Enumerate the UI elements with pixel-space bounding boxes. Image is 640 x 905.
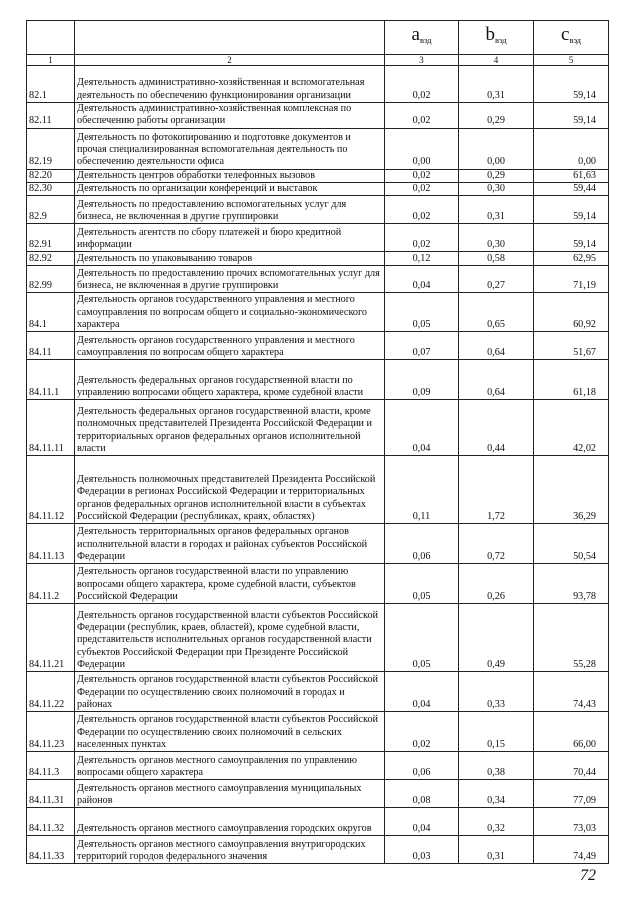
activity-name-cell: Деятельность органов государственного управления и местного самоуправления по вопросам общего характера [75, 332, 385, 360]
header-coef-c: $c_{вэд}$ [534, 21, 609, 55]
table-row [27, 196, 609, 224]
coef-b-cell: 0,31 [459, 836, 534, 864]
okved-code-cell: 82.30 [27, 182, 75, 195]
activity-name-cell: Деятельность территориальных органов федеральных органов исполнительной власти в городах и районах субъектов Российской Федерации [75, 524, 385, 564]
okved-code-cell: 84.11.1 [27, 360, 75, 400]
coef-b-cell: 0,64 [459, 360, 534, 400]
table-row [27, 752, 609, 780]
okved-code-cell: 82.1 [27, 66, 75, 103]
table-row [27, 780, 609, 808]
okved-code-cell: 84.11.3 [27, 752, 75, 780]
coef-c-cell: 61,18 [534, 360, 609, 400]
okved-code-cell: 84.11.11 [27, 400, 75, 456]
coef-a-cell: 0,04 [385, 400, 459, 456]
activity-name-cell: Деятельность органов государственной власти субъектов Российской Федерации (республик, краев, областей), кроме судебной власти, представительств исполнительных органов государственной власти субъектов Российской Федерации при Президенте Российской Федерации [75, 604, 385, 672]
coef-b-cell: 0,34 [459, 780, 534, 808]
okved-code-cell: 82.9 [27, 196, 75, 224]
coef-b-cell: 0,29 [459, 103, 534, 129]
okved-code-cell: 84.11.23 [27, 712, 75, 752]
coef-a-cell: 0,02 [385, 169, 459, 182]
okved-code-cell: 84.11.33 [27, 836, 75, 864]
coef-c-cell: 61,63 [534, 169, 609, 182]
coef-b-cell: 0,58 [459, 252, 534, 266]
coef-b-cell: 0,72 [459, 524, 534, 564]
table-row [27, 524, 609, 564]
activity-name-cell: Деятельность органов государственной власти по управлению вопросами общего характера, кроме судебной власти, субъектов Российской Федерации [75, 564, 385, 604]
activity-name-cell: Деятельность органов местного самоуправления по управлению вопросами общего характера [75, 752, 385, 780]
table-row [27, 266, 609, 293]
coef-b-cell: 0,65 [459, 293, 534, 332]
activity-name-cell: Деятельность органов государственной власти субъектов Российской Федерации по осуществлению своих полномочий в городах и районах [75, 672, 385, 712]
okved-code-cell: 84.11.22 [27, 672, 75, 712]
okved-code-cell: 82.20 [27, 169, 75, 182]
coef-a-cell: 0,04 [385, 808, 459, 836]
coef-c-cell: 59,44 [534, 182, 609, 195]
header-coef-b: $b_{вэд}$ [459, 21, 534, 55]
coef-a-cell: 0,02 [385, 103, 459, 129]
coef-b-cell: 0,31 [459, 66, 534, 103]
coef-c-cell: 71,19 [534, 266, 609, 293]
coef-c-cell: 59,14 [534, 103, 609, 129]
okved-code-cell: 84.11.32 [27, 808, 75, 836]
coef-c-cell: 66,00 [534, 712, 609, 752]
table-row [27, 128, 609, 169]
coef-b-cell: 0,30 [459, 224, 534, 252]
coef-b-cell: 0,00 [459, 128, 534, 169]
header-row [27, 21, 609, 55]
coef-a-cell: 0,02 [385, 66, 459, 103]
coef-b-cell: 0,49 [459, 604, 534, 672]
activity-name-cell: Деятельность центров обработки телефонных вызовов [75, 169, 385, 182]
activity-name-cell: Деятельность органов местного самоуправления внутригородских территорий городов федерального значения [75, 836, 385, 864]
okved-code-cell: 82.92 [27, 252, 75, 266]
coef-a-cell: 0,11 [385, 456, 459, 524]
coef-b-cell: 0,64 [459, 332, 534, 360]
activity-name-cell: Деятельность по предоставлению прочих вспомогательных услуг для бизнеса, не включенная в другие группировки [75, 266, 385, 293]
coef-b-cell: 0,26 [459, 564, 534, 604]
okved-code-cell: 84.1 [27, 293, 75, 332]
coef-b-cell: 0,31 [459, 196, 534, 224]
column-index-row [27, 55, 609, 66]
coef-a-cell: 0,06 [385, 524, 459, 564]
coef-b-cell: 0,44 [459, 400, 534, 456]
coef-b-cell: 0,27 [459, 266, 534, 293]
activity-name-cell: Деятельность по упаковыванию товаров [75, 252, 385, 266]
header-coef-a: $a_{вэд}$ [385, 21, 459, 55]
table-row [27, 400, 609, 456]
okved-code-cell: 84.11.31 [27, 780, 75, 808]
coef-b-cell: 0,15 [459, 712, 534, 752]
okved-code-cell: 84.11.12 [27, 456, 75, 524]
column-index: 2 [75, 55, 385, 66]
coef-c-cell: 36,29 [534, 456, 609, 524]
table-row [27, 182, 609, 195]
activity-name-cell: Деятельность полномочных представителей Президента Российской Федерации в регионах Российской Федерации и территориальных органов федеральных органов исполнительной власти в субъектах Российской Федерации (республиках, краях, областях) [75, 456, 385, 524]
activity-name-cell: Деятельность агентств по сбору платежей и бюро кредитной информации [75, 224, 385, 252]
coef-a-cell: 0,02 [385, 224, 459, 252]
activity-name-cell: Деятельность федеральных органов государственной власти по управлению вопросами общего характера, кроме судебной власти [75, 360, 385, 400]
column-index: 1 [27, 55, 75, 66]
coef-b-cell: 0,30 [459, 182, 534, 195]
activity-name-cell: Деятельность по фотокопированию и подготовке документов и прочая специализированная вспомогательная деятельность по обеспечению деятельности офиса [75, 128, 385, 169]
table-row [27, 360, 609, 400]
coef-c-cell: 0,00 [534, 128, 609, 169]
coef-b-cell: 1,72 [459, 456, 534, 524]
activity-name-cell: Деятельность административно-хозяйственная комплексная по обеспечению работы организации [75, 103, 385, 129]
coef-a-cell: 0,05 [385, 604, 459, 672]
activity-name-cell: Деятельность по организации конференций и выставок [75, 182, 385, 195]
table-row [27, 836, 609, 864]
okved-code-cell: 84.11.13 [27, 524, 75, 564]
okved-code-cell: 82.19 [27, 128, 75, 169]
table-row [27, 604, 609, 672]
coefficients-table [26, 20, 609, 864]
table-row [27, 103, 609, 129]
coef-c-cell: 74,43 [534, 672, 609, 712]
header-code-cell [27, 21, 75, 55]
table-row [27, 564, 609, 604]
coef-c-cell: 60,92 [534, 293, 609, 332]
okved-code-cell: 82.99 [27, 266, 75, 293]
table-row [27, 293, 609, 332]
coef-a-cell: 0,06 [385, 752, 459, 780]
coef-c-cell: 59,14 [534, 196, 609, 224]
coef-c-cell: 74,49 [534, 836, 609, 864]
coef-a-cell: 0,07 [385, 332, 459, 360]
activity-name-cell: Деятельность органов государственного управления и местного самоуправления по вопросам общего и социально-экономического характера [75, 293, 385, 332]
coef-a-cell: 0,08 [385, 780, 459, 808]
okved-code-cell: 84.11.21 [27, 604, 75, 672]
coef-a-cell: 0,09 [385, 360, 459, 400]
column-index: 5 [534, 55, 609, 66]
activity-name-cell: Деятельность по предоставлению вспомогательных услуг для бизнеса, не включенная в другие группировки [75, 196, 385, 224]
table-row [27, 66, 609, 103]
table-row [27, 252, 609, 266]
coef-c-cell: 59,14 [534, 224, 609, 252]
column-index: 3 [385, 55, 459, 66]
coef-c-cell: 55,28 [534, 604, 609, 672]
table-row [27, 672, 609, 712]
coef-a-cell: 0,02 [385, 712, 459, 752]
coef-b-cell: 0,29 [459, 169, 534, 182]
activity-name-cell: Деятельность органов местного самоуправления муниципальных районов [75, 780, 385, 808]
coef-a-cell: 0,00 [385, 128, 459, 169]
okved-code-cell: 82.91 [27, 224, 75, 252]
activity-name-cell: Деятельность органов государственной власти субъектов Российской Федерации по осуществлению своих полномочий в сельских населенных пунктах [75, 712, 385, 752]
coef-a-cell: 0,12 [385, 252, 459, 266]
coef-b-cell: 0,33 [459, 672, 534, 712]
okved-code-cell: 84.11.2 [27, 564, 75, 604]
coef-a-cell: 0,04 [385, 266, 459, 293]
table-row [27, 169, 609, 182]
coef-a-cell: 0,05 [385, 564, 459, 604]
okved-code-cell: 84.11 [27, 332, 75, 360]
page-number: 72 [580, 867, 596, 884]
activity-name-cell: Деятельность органов местного самоуправления городских округов [75, 808, 385, 836]
coef-c-cell: 50,54 [534, 524, 609, 564]
table-row [27, 456, 609, 524]
coef-a-cell: 0,02 [385, 196, 459, 224]
coef-c-cell: 93,78 [534, 564, 609, 604]
coef-c-cell: 42,02 [534, 400, 609, 456]
coef-c-cell: 77,09 [534, 780, 609, 808]
coef-c-cell: 73,03 [534, 808, 609, 836]
coef-b-cell: 0,38 [459, 752, 534, 780]
header-name-cell [75, 21, 385, 55]
coef-a-cell: 0,04 [385, 672, 459, 712]
coef-c-cell: 59,14 [534, 66, 609, 103]
coef-c-cell: 62,95 [534, 252, 609, 266]
activity-name-cell: Деятельность административно-хозяйственная и вспомогательная деятельность по обеспечению функционирования организации [75, 66, 385, 103]
coef-b-cell: 0,32 [459, 808, 534, 836]
activity-name-cell: Деятельность федеральных органов государственной власти, кроме полномочных представителей Президента Российской Федерации и территориальных органов федеральных органов исполнительной власти [75, 400, 385, 456]
table-row [27, 224, 609, 252]
table-row [27, 712, 609, 752]
table-row [27, 808, 609, 836]
okved-code-cell: 82.11 [27, 103, 75, 129]
column-index: 4 [459, 55, 534, 66]
coef-a-cell: 0,03 [385, 836, 459, 864]
table-row [27, 332, 609, 360]
coef-c-cell: 70,44 [534, 752, 609, 780]
coef-a-cell: 0,05 [385, 293, 459, 332]
coef-c-cell: 51,67 [534, 332, 609, 360]
coef-a-cell: 0,02 [385, 182, 459, 195]
